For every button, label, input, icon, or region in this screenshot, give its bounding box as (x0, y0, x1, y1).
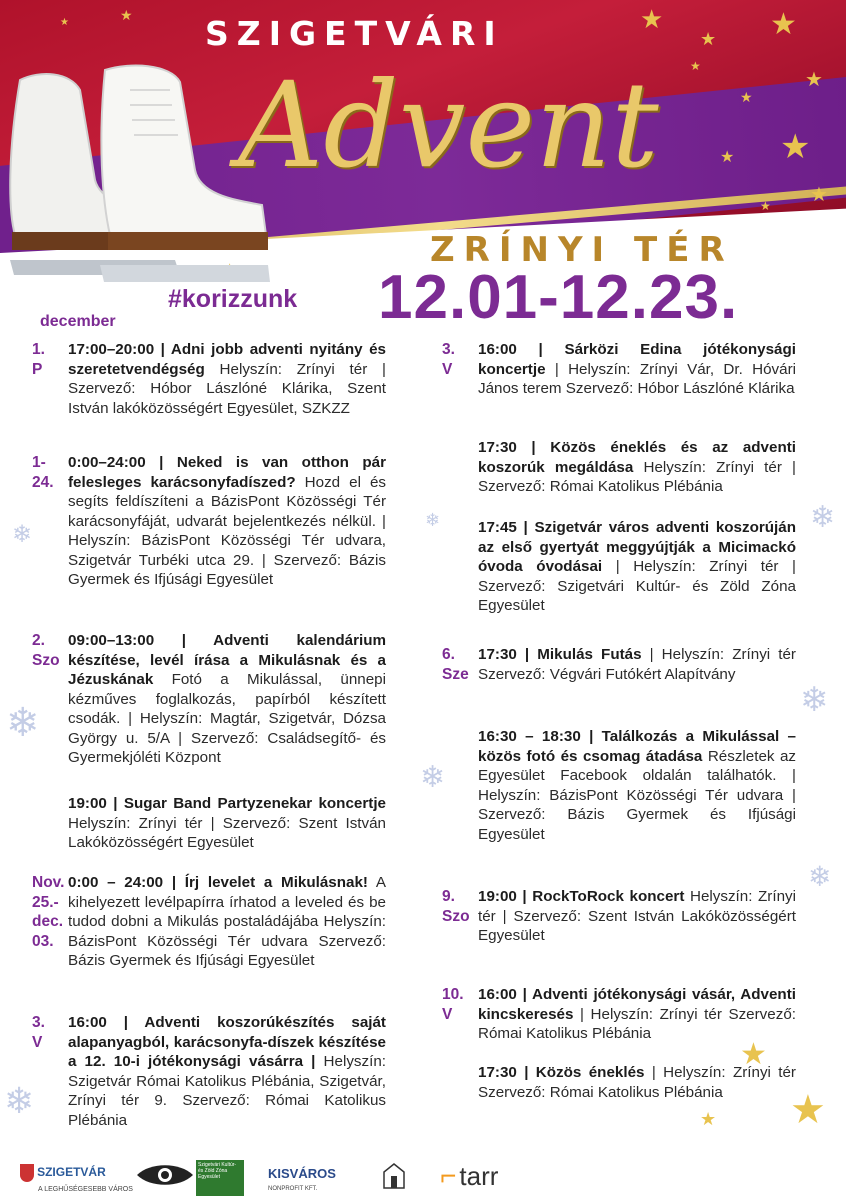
event-item (68, 794, 386, 853)
snowflake-icon: ❄ (425, 510, 441, 530)
event-item (442, 340, 796, 399)
event-text: 0:00–24:00 | Neked is van otthon pár felesleges karácsonyfadíszed? Hozd el és segíts feldíszíteni a BázisPont Közösségi Tér karácsonyfáját, udvarát bejelentkezés nélkül. | Helyszín: BázisPont Közösségi Tér udvara, Szigetvár Turbéki utca 29. | Szervező: Bázis Gyermek és Ifjúsági Egyesület (68, 454, 386, 588)
star-icon: ★ (640, 4, 664, 34)
star-icon: ★ (740, 1038, 767, 1071)
event-day: 3. V (32, 1014, 45, 1051)
coat-of-arms-icon (20, 1164, 34, 1182)
event-day: 3. V (442, 341, 455, 378)
title-advent: Advent (238, 56, 659, 194)
event-text: 19:00 | RockToRock koncert Helyszín: Zrínyi tér | Szervező: Szent István Lakóközösségért Egyesület (478, 888, 796, 944)
sponsor-footer (0, 1150, 846, 1200)
kultur-zold-zona-logo: Szigetvári Kultúr- és Zöld Zóna Egyesület (196, 1160, 244, 1196)
star-icon: ★ (760, 199, 771, 213)
event-item (32, 873, 386, 971)
snowflake-icon: ❄ (6, 701, 40, 745)
snowflake-icon: ❄ (12, 521, 33, 548)
event-item (442, 645, 796, 684)
star-icon: ★ (700, 29, 717, 49)
event-text: 16:00 | Sárközi Edina jótékonysági koncertje | Helyszín: Zrínyi Vár, Dr. Hóvári János terem Szervező: Hóbor Lászlóné Klárika (478, 341, 796, 397)
event-text: 17:30 | Közös éneklés és az adventi koszorúk megáldása Helyszín: Zrínyi tér | Szervező: Római Katolikus Plébánia (478, 439, 796, 495)
title-place: ZRÍNYI TÉR (430, 230, 734, 270)
star-icon: ★ (60, 17, 69, 28)
event-text: 19:00 | Sugar Band Partyzenekar koncertje Helyszín: Zrínyi tér | Szervező: Szent István Lakóközösségért Egyesület (68, 795, 386, 851)
star-icon: ★ (810, 184, 828, 206)
event-item (478, 518, 796, 616)
star-icon: ★ (770, 8, 797, 41)
event-text: 16:00 | Adventi jótékonysági vásár, Adventi kincskeresés | Helyszín: Zrínyi tér Szervező: Római Katolikus Plébánia (478, 986, 796, 1042)
eye-icon (135, 1162, 195, 1188)
event-day: 1. P (32, 341, 45, 378)
szigetvar-logo: SZIGETVÁR A LEGHŰSÉGESEBB VÁROS (20, 1164, 133, 1194)
event-item (478, 438, 796, 497)
event-text: 16:30 – 18:30 | Találkozás a Mikulással – közös fotó és csomag átadása Részletek az Egyesület Facebook oldalán találhatók. | Helyszín: BázisPont Közösségi Tér udvara | Szervező: Bázis Gyermek és Ifjúsági Egyesület (478, 728, 796, 843)
event-day: Nov. 25.- dec. 03. (32, 874, 65, 950)
title-city: SZIGETVÁRI (205, 14, 504, 53)
event-item (32, 453, 386, 590)
event-day: 10. V (442, 986, 464, 1023)
star-icon: ★ (780, 128, 811, 166)
building-logo (382, 1162, 406, 1193)
title-dates: 12.01-12.23. (378, 263, 739, 332)
star-icon: ★ (690, 59, 701, 73)
event-day: 1- 24. (32, 454, 54, 491)
snowflake-icon: ❄ (800, 681, 829, 719)
event-text: 16:00 | Adventi koszorúkészítés saját alapanyagból, karácsonyfa-díszek készítése a 12. 10-i jótékonysági vásárra | Helyszín: Szigetvár Római Katolikus Plébánia, Szigetvár, Zrínyi tér 9. Szervező: Római Katolikus Plébánia (68, 1014, 386, 1129)
event-text: 0:00 – 24:00 | Írj levelet a Mikulásnak! A kihelyezett levélpapírra írhatod a leveled és be tudod dobni a Mikulás postaládájába Helyszín: BázisPont Közösségi Tér udvara Szervező: Bázis Gyermek és Ifjúsági Egyesület (68, 874, 386, 969)
building-icon (382, 1162, 406, 1190)
snowflake-icon: ❄ (808, 861, 832, 892)
event-item (32, 631, 386, 768)
star-icon: ★ (120, 7, 133, 23)
star-icon: ★ (740, 89, 753, 105)
hashtag: #korizzunk (168, 285, 298, 313)
tarr-icon: ⌐ (440, 1160, 457, 1191)
star-icon: ★ (805, 69, 823, 91)
star-icon: ★ (700, 1109, 717, 1129)
snowflake-icon: ❄ (4, 1080, 35, 1121)
event-item (478, 727, 796, 844)
star-icon: ★ (720, 149, 735, 166)
event-text: 17:30 | Közös éneklés | Helyszín: Zrínyi tér Szervező: Római Katolikus Plébánia (478, 1064, 796, 1101)
event-item (442, 887, 796, 946)
event-text: 09:00–13:00 | Adventi kalendárium készítése, levél írása a Mikulásnak és a Jézuskának Fotó a Mikulással, ünnepi kézműves foglalkozás, papírból készített csodák. | Helyszín: Magtár, Szigetvár, Dózsa György u. 5/A | Szervező: Családsegítő- és Gyermekjóléti Központ (68, 632, 386, 766)
kisvaros-logo: KISVÁROS NONPROFIT KFT. (268, 1166, 336, 1192)
event-item (478, 1063, 796, 1102)
event-item (32, 340, 386, 418)
tarr-logo: ⌐ tarr (440, 1160, 499, 1191)
eye-logo (135, 1162, 195, 1191)
event-text: 17:45 | Szigetvár város adventi koszorúján az első gyertyát meggyújtják a Micimackó óvoda óvodásai | Helyszín: Zrínyi tér | Szervező: Szigetvári Kultúr- és Zöld Zóna Egyesület (478, 519, 796, 614)
snowflake-icon: ❄ (810, 501, 836, 534)
event-item (32, 1013, 386, 1130)
star-icon: ★ (790, 1088, 826, 1132)
event-text: 17:00–20:00 | Adni jobb adventi nyitány és szeretetvendégség Helyszín: Zrínyi tér | Szervező: Hóbor Lászlóné Klárika, Szent István lakóközösségért Egyesület, SZKZZ (68, 341, 386, 417)
event-day: 9. Szo (442, 888, 470, 925)
event-day: 2. Szo (32, 632, 60, 669)
ice-skates-image (0, 60, 270, 310)
event-day: 6. Sze (442, 646, 469, 683)
event-item (442, 985, 796, 1044)
snowflake-icon: ❄ (420, 761, 446, 794)
month-label: december (40, 313, 116, 330)
event-text: 17:30 | Mikulás Futás | Helyszín: Zrínyi tér Szervező: Végvári Futókért Alapítvány (478, 646, 796, 683)
